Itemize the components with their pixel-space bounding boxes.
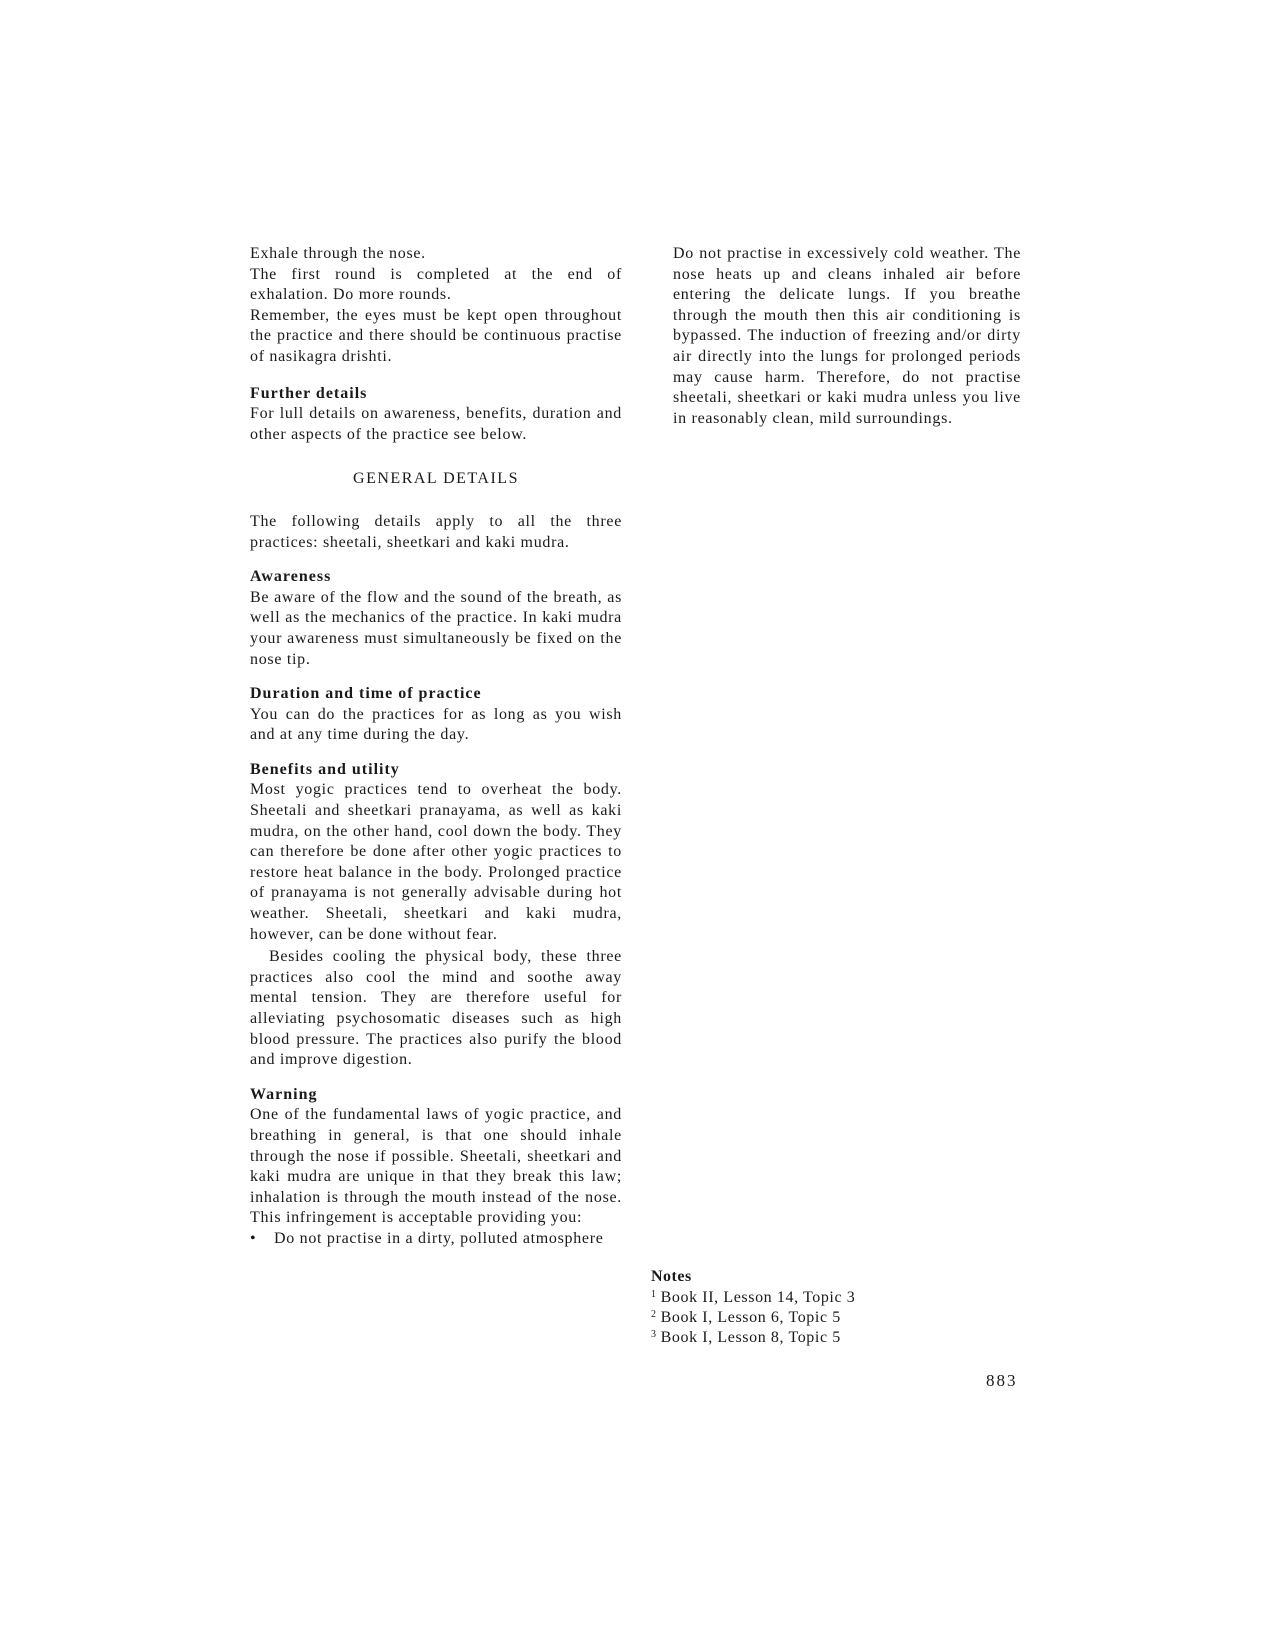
note-number: 1 xyxy=(651,1289,657,1300)
left-column xyxy=(250,244,622,1250)
note-text: Book I, Lesson 6, Topic 5 xyxy=(660,1309,841,1326)
duration-text: You can do the practices for as long as you wish and at any time during the day. xyxy=(250,705,622,744)
bullet-text: Do not practise in a dirty, polluted atmosphere xyxy=(274,1229,604,1247)
note-text: Book I, Lesson 8, Topic 5 xyxy=(660,1329,841,1346)
right-column xyxy=(673,244,1021,429)
intro-line: Remember, the eyes must be kept open throughout the practice and there should be continuous practise of nasikagra drishti. xyxy=(250,306,622,365)
duration-heading: Duration and time of practice xyxy=(250,685,482,703)
benefits-paragraph: Most yogic practices tend to overheat the body. Sheetali and sheetkari pranayama, as well as kaki mudra, on the other hand, cool down the body. They can therefore be done after other yogic practices to restore heat balance in the body. Prolonged practice of pranayama is not generally advisable during hot weather. Sheetali, sheetkari and kaki mudra, however, can be done without fear. xyxy=(250,781,622,943)
further-details-text: For lull details on awareness, benefits, duration and other aspects of the practice see below. xyxy=(250,405,622,443)
intro-line: Exhale through the nose. xyxy=(250,245,426,262)
right-column-text: Do not practise in excessively cold weather. The nose heats up and cleans inhaled air before entering the delicate lungs. If you breathe through the mouth then this air conditioning is bypassed. The induction of freezing and/or dirty air directly into the lungs for prolonged periods may cause harm. Therefore, do not practise sheetali, sheetkari or kaki mudra unless you live in reasonably clean, mild surroundings. xyxy=(673,245,1021,427)
general-intro-text: The following details apply to all the three practices: sheetali, sheetkari and kaki mudra. xyxy=(250,512,622,551)
page-number: 883 xyxy=(986,1371,1018,1390)
bullet-marker: • xyxy=(250,1229,257,1247)
note-item xyxy=(651,1288,951,1308)
notes-title: Notes xyxy=(651,1268,692,1285)
awareness-text: Be aware of the flow and the sound of the breath, as well as the mechanics of the practice. In kaki mudra your awareness must simultaneously be fixed on the nose tip. xyxy=(250,588,622,668)
note-item xyxy=(651,1328,951,1348)
note-text: Book II, Lesson 14, Topic 3 xyxy=(660,1289,856,1306)
warning-text: One of the fundamental laws of yogic practice, and breathing in general, is that one should inhale through the nose if possible. Sheetali, sheetkari and kaki mudra are unique in that they break this law; inhalation is through the mouth instead of the nose. This infringement is acceptable providing you: xyxy=(250,1106,622,1227)
awareness-heading: Awareness xyxy=(250,568,332,586)
benefits-paragraph: Besides cooling the physical body, these three practices also cool the mind and soothe away mental tension. They are therefore useful for alleviating psychosomatic diseases such as high blood pressure. The practices also purify the blood and improve digestion. xyxy=(250,948,622,1069)
benefits-heading: Benefits and utility xyxy=(250,760,400,778)
note-item xyxy=(651,1308,951,1328)
intro-line: The first round is completed at the end of exhalation. Do more rounds. xyxy=(250,265,622,304)
general-details-heading: GENERAL DETAILS xyxy=(353,470,519,488)
warning-bullet-item xyxy=(250,1229,622,1250)
intro-block xyxy=(250,244,622,368)
note-number: 2 xyxy=(651,1309,657,1320)
notes-section xyxy=(651,1267,951,1348)
note-number: 3 xyxy=(651,1329,657,1340)
warning-heading: Warning xyxy=(250,1085,318,1103)
further-details-heading: Further details xyxy=(250,384,368,402)
